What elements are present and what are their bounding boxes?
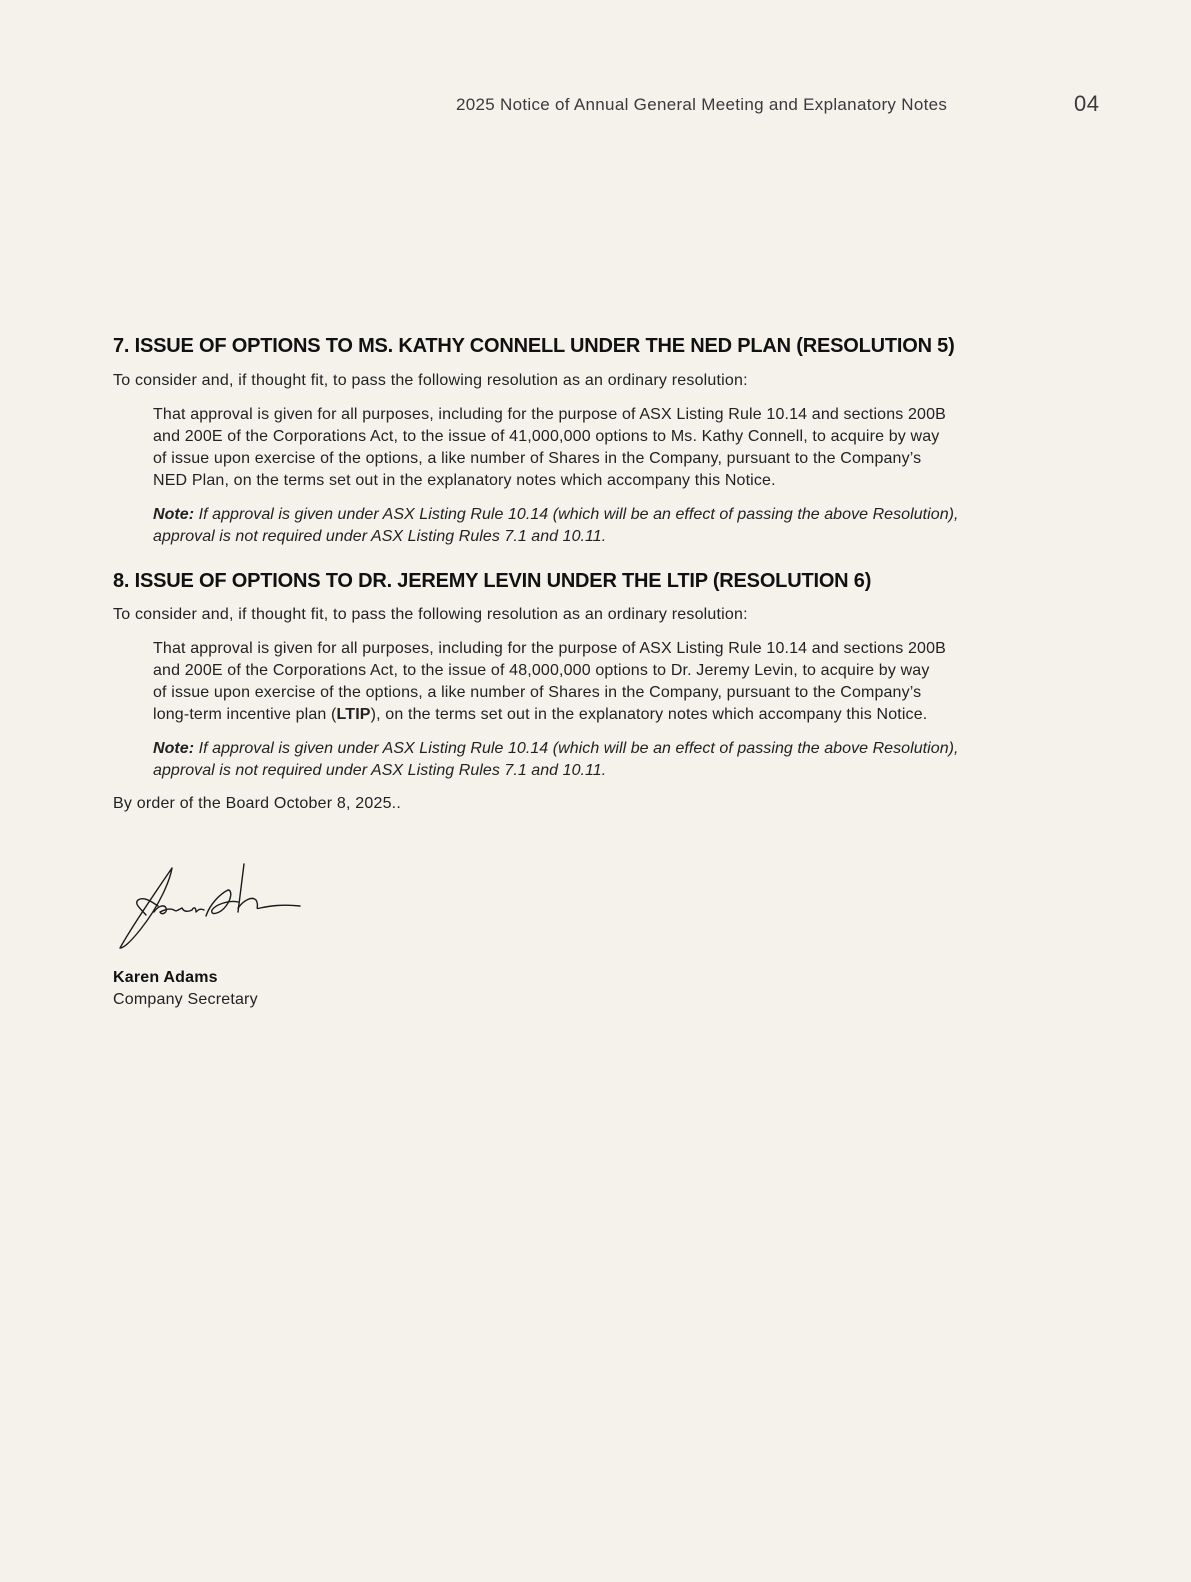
document-title: 2025 Notice of Annual General Meeting and Explanatory Notes <box>456 95 948 114</box>
resolution-text <box>153 404 1048 492</box>
note-label: Note: <box>153 740 195 757</box>
page-number: 04 <box>1074 91 1100 116</box>
resolution-line: NED Plan, on the terms set out in the explanatory notes which accompany this Notice. <box>153 472 776 489</box>
resolution-line <box>153 704 1048 726</box>
section-heading: 7. ISSUE OF OPTIONS TO MS. KATHY CONNELL UNDER THE NED PLAN (RESOLUTION 5) <box>113 335 955 357</box>
section-intro: To consider and, if thought fit, to pass the following resolution as an ordinary resolution: <box>113 606 748 623</box>
note-text: If approval is given under ASX Listing Rule 10.14 (which will be an effect of passing the above Resolution), <box>194 740 959 757</box>
signature-image <box>110 860 310 955</box>
ltip-abbreviation: LTIP <box>336 706 371 723</box>
by-order-statement: By order of the Board October 8, 2025.. <box>113 795 401 812</box>
resolution-line: That approval is given for all purposes, including for the purpose of ASX Listing Rule 10.14 and sections 200B <box>153 640 946 657</box>
resolution-line: of issue upon exercise of the options, a like number of Shares in the Company, pursuant to the Company’s <box>153 450 922 467</box>
note-label: Note: <box>153 506 195 523</box>
note-text: If approval is given under ASX Listing Rule 10.14 (which will be an effect of passing the above Resolution), <box>194 506 959 523</box>
signer-role: Company Secretary <box>113 991 258 1008</box>
resolution-note <box>153 738 1058 782</box>
resolution-text-fragment: long-term incentive plan ( <box>153 706 337 723</box>
resolution-line: That approval is given for all purposes, including for the purpose of ASX Listing Rule 10.14 and sections 200B <box>153 406 946 423</box>
note-line: approval is not required under ASX Listing Rules 7.1 and 10.11. <box>153 762 607 779</box>
section-intro: To consider and, if thought fit, to pass the following resolution as an ordinary resolution: <box>113 372 748 389</box>
note-line: approval is not required under ASX Listing Rules 7.1 and 10.11. <box>153 528 607 545</box>
note-line <box>153 504 1058 526</box>
resolution-text-fragment: ), on the terms set out in the explanatory notes which accompany this Notice. <box>370 706 928 723</box>
note-line <box>153 738 1058 760</box>
resolution-line: and 200E of the Corporations Act, to the issue of 48,000,000 options to Dr. Jeremy Levin, to acquire by way <box>153 662 930 679</box>
resolution-note <box>153 504 1058 548</box>
resolution-line: and 200E of the Corporations Act, to the issue of 41,000,000 options to Ms. Kathy Connell, to acquire by way <box>153 428 940 445</box>
section-heading: 8. ISSUE OF OPTIONS TO DR. JEREMY LEVIN UNDER THE LTIP (RESOLUTION 6) <box>113 570 872 592</box>
signer-name: Karen Adams <box>113 969 218 986</box>
resolution-line: of issue upon exercise of the options, a like number of Shares in the Company, pursuant to the Company’s <box>153 684 922 701</box>
resolution-text <box>153 638 1048 726</box>
